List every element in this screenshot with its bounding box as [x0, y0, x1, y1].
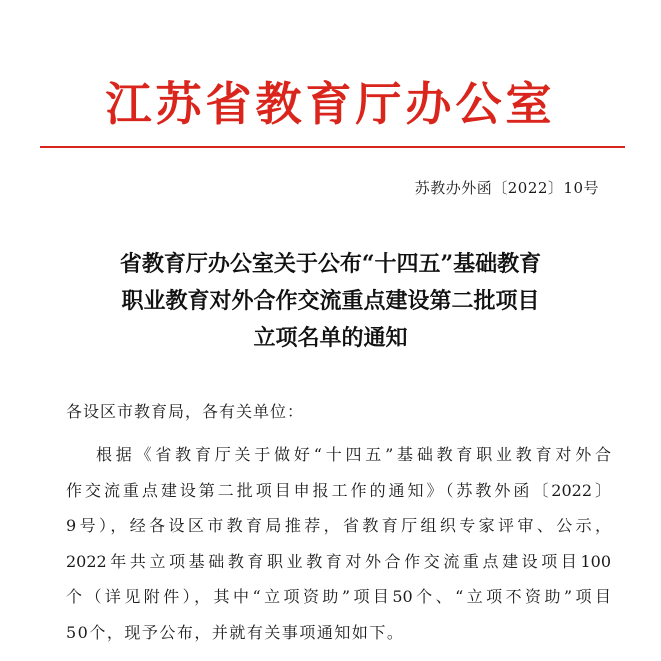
- body-line: 50个，现予公布，并就有关事项通知如下。: [66, 622, 405, 642]
- body-paragraph: [66, 437, 611, 650]
- document-title-line: 省教育厅办公室关于公布“十四五”基础教育: [119, 251, 542, 277]
- salutation: 各设区市教育局，各有关单位：: [66, 402, 305, 421]
- issuing-organization-header: 江苏省教育厅办公室: [105, 77, 556, 131]
- document-title-line: 职业教育对外合作交流重点建设第二批项目: [121, 288, 540, 314]
- body-line: 根据《省教育厅关于做好“十四五”基础教育职业教育对外合: [96, 445, 611, 464]
- body-line: 个（详见附件），其中“立项资助”项目50个、“立项不资助”项目: [66, 587, 611, 606]
- body-line: 2022年共立项基础教育职业教育对外合作交流重点建设项目100: [66, 551, 611, 571]
- document-number: 苏教办外函〔2022〕10号: [414, 179, 599, 197]
- document-title: [0, 246, 661, 357]
- body-line: 作交流重点建设第二批项目申报工作的通知》（苏教外函〔2022〕: [66, 480, 611, 500]
- body-line: 9号），经各设区市教育局推荐，省教育厅组织专家评审、公示，: [66, 516, 611, 535]
- document-title-line: 立项名单的通知: [253, 325, 408, 351]
- header-red-divider: [40, 146, 625, 148]
